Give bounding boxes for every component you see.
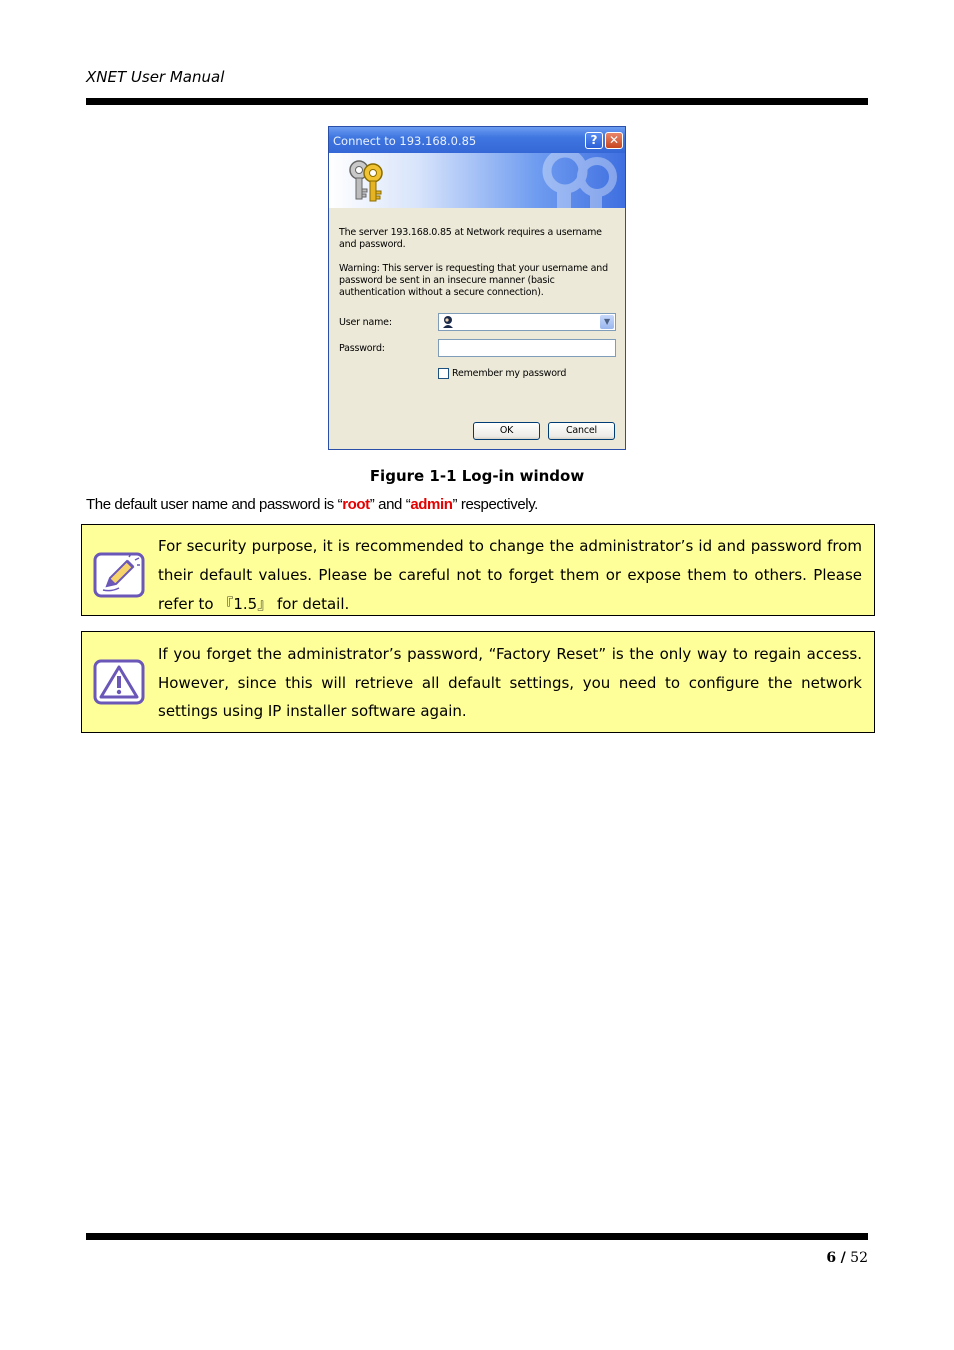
current-page: 6 bbox=[826, 1250, 837, 1266]
page-number bbox=[826, 1250, 868, 1266]
chevron-down-icon[interactable]: ▼ bbox=[600, 315, 614, 329]
remember-password-checkbox[interactable] bbox=[438, 368, 449, 379]
password-input[interactable] bbox=[438, 339, 616, 357]
warning-icon bbox=[93, 659, 145, 705]
dialog-title-bar bbox=[329, 127, 625, 153]
default-password: admin bbox=[410, 496, 453, 513]
user-icon bbox=[442, 315, 454, 329]
dialog-message: The server 193.168.0.85 at Network requires a username and password. bbox=[339, 227, 602, 250]
factory-reset-note-box bbox=[81, 631, 875, 733]
help-button[interactable]: ? bbox=[585, 132, 603, 149]
close-button[interactable]: ✕ bbox=[605, 132, 623, 149]
dialog-banner bbox=[329, 153, 625, 208]
security-note-box bbox=[81, 524, 875, 616]
remember-password-label: Remember my password bbox=[452, 368, 567, 379]
default-username: root bbox=[342, 496, 370, 513]
dialog-title: Connect to 193.168.0.85 bbox=[333, 134, 477, 148]
login-dialog-figure bbox=[328, 126, 626, 450]
default-credentials-paragraph bbox=[86, 496, 538, 513]
cancel-button[interactable]: Cancel bbox=[548, 422, 615, 440]
password-label: Password: bbox=[339, 343, 385, 354]
figure-caption: Figure 1-1 Log-in window bbox=[369, 467, 585, 485]
page-separator: / bbox=[840, 1250, 846, 1266]
username-label: User name: bbox=[339, 317, 392, 328]
ok-button[interactable]: OK bbox=[473, 422, 540, 440]
factory-reset-note-text: If you forget the administrator’s password, “Factory Reset” is the only way to regain access. However, since this will retrieve all default settings, you need to configure the network settings using IP installer software again. bbox=[158, 645, 862, 720]
keys-watermark-icon bbox=[525, 153, 625, 208]
security-note-text: For security purpose, it is recommended to change the administrator’s id and password from their default values. Please be careful not to forget them or expose them to others. Please refer to 『1.5』 for detail. bbox=[158, 537, 862, 613]
header-rule bbox=[86, 98, 868, 105]
running-header: XNET User Manual bbox=[86, 68, 225, 86]
paragraph-text-before: The default user name and password is “ bbox=[86, 496, 343, 513]
paragraph-text-after: ” respectively. bbox=[452, 496, 538, 513]
keys-icon bbox=[343, 157, 389, 203]
total-pages: 52 bbox=[850, 1250, 868, 1266]
dialog-warning: Warning: This server is requesting that your username and password be sent in an insecure manner (basic authentication without a secure connection). bbox=[339, 263, 608, 298]
paragraph-text-middle: ” and “ bbox=[369, 496, 411, 513]
footer-rule bbox=[86, 1233, 868, 1240]
username-combobox[interactable] bbox=[438, 313, 616, 331]
pencil-note-icon bbox=[93, 552, 145, 598]
